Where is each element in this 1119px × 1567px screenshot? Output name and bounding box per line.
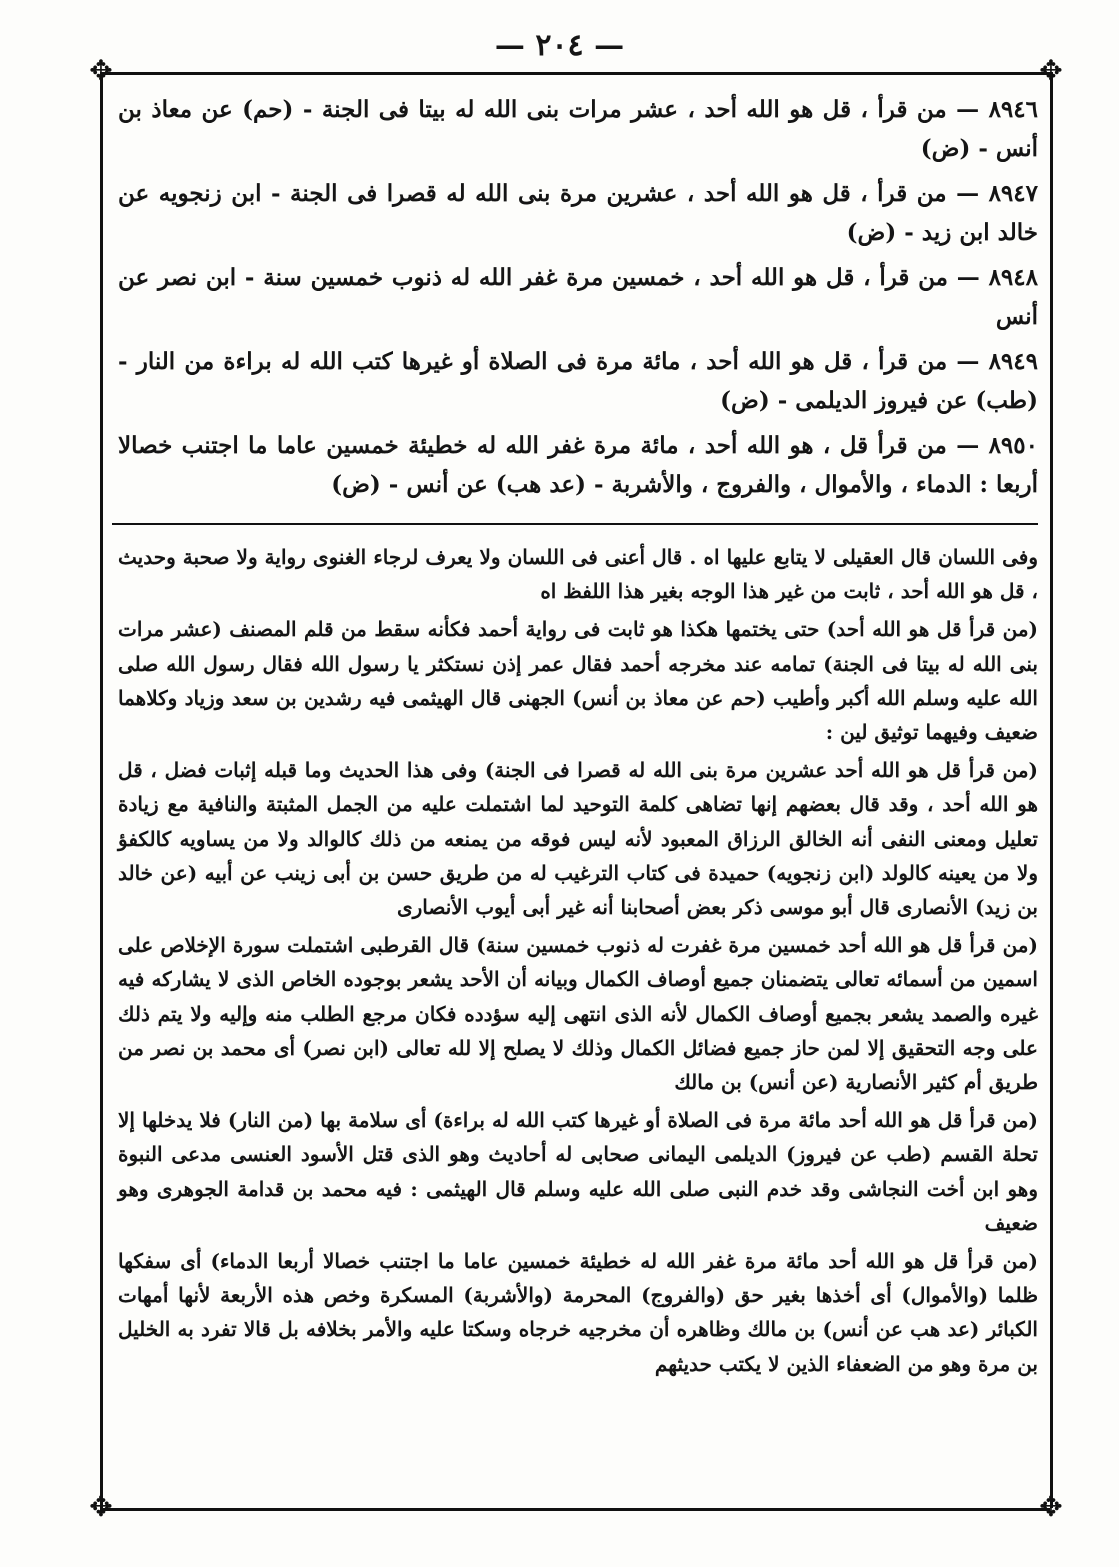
frame-top-border [100,72,1050,75]
commentary-paragraph: (من قرأ قل هو الله أحد مائة مرة فى الصلاة أو غيرها كتب الله له براءة) أى سلامة بها (من النار) فلا يدخلها إلا تحلة القسم (طب عن فيروز) الديلمى اليمانى صحابى له أحاديث وهو الذى قتل الأسود العنسى مدعى النبوة وهو ابن أخت النجاشى وقد خدم النبى صلى الله عليه وسلم قال الهيثمى : فيه محمد بن قدامة الجوهرى وهو ضعيف [118,1108,1038,1235]
corner-ornament-icon: ✥ [89,1490,113,1523]
commentary-paragraph: وفى اللسان قال العقيلى لا يتابع عليها اه . قال أعنى فى اللسان ولا يعرف لرجاء الغنوى رواية ولا صحبة وحديث ، قل هو الله أحد ، ثابت من غير هذا الوجه بغير هذا اللفظ اه [118,545,1038,604]
commentary-paragraph: (من قرأ قل هو الله أحد) حتى يختمها هكذا هو ثابت فى رواية أحمد فكأنه سقط من قلم المصنف (عشر مرات بنى الله له بيتا فى الجنة) تمامه عند مخرجه أحمد فقال عمر إذن نستكثر يا رسول الله فقال رسول الله صلى الله عليه وسلم الله أكبر وأطيب (حم عن معاذ بن أنس) الجهنى قال الهيثمى فيه رشدين بن سعد وزياد وكلاهما ضعيف وفيهما توثيق لين : [118,617,1038,745]
hadith-list [118,90,1038,504]
commentary-paragraph: (من قرأ قل هو الله أحد مائة مرة غفر الله له خطيئة خمسين عاما ما اجتنب خصالا أربعا الدماء) أى سفكها ظلما (والأموال) أى أخذها بغير حق (والفروج) المحرمة (والأشربة) المسكرة وخص هذه الأربعة لأنها أمهات الكبائر (عد هب عن أنس) بن مالك وظاهره أن مخرجيه خرجاه وسكتا عليه والأمر بخلافه بل قالا تفرد به الخليل بن مرة وهو من الضعفاء الذين لا يكتب حديثهم [118,1249,1038,1376]
hadith-entry: ٨٩٤٧ — من قرأ ، قل هو الله أحد ، عشرين مرة بنى الله له قصرا فى الجنة - ابن زنجويه عن خالد ابن زيد - (ض) [118,180,1038,246]
frame-right-border [1050,72,1053,1508]
page-number: — ٢٠٤ — [494,28,625,63]
frame-bottom-border [100,1508,1050,1511]
hadith-entry: ٨٩٤٨ — من قرأ ، قل هو الله أحد ، خمسين مرة غفر الله له ذنوب خمسين سنة - ابن نصر عن أنس [118,264,1038,330]
frame-left-border [100,72,103,1508]
hadith-entry: ٨٩٥٠ — من قرأ قل ، هو الله أحد ، مائة مرة غفر الله له خطيئة خمسين عاما ما اجتنب خصالا أربعا : الدماء ، والأموال ، والفروج ، والأشربة - (عد هب) عن أنس - (ض) [118,432,1038,498]
section-divider [112,523,1038,525]
corner-ornament-icon: ✥ [89,54,113,87]
hadith-entry: ٨٩٤٩ — من قرأ ، قل هو الله أحد ، مائة مرة فى الصلاة أو غيرها كتب الله له براءة من النار - (طب) عن فيروز الديلمى - (ض) [118,348,1038,414]
commentary-paragraph: (من قرأ قل هو الله أحد خمسين مرة غفرت له ذنوب خمسين سنة) قال القرطبى اشتملت سورة الإخلاص على اسمين من أسمائه تعالى يتضمنان جميع أوصاف الكمال وبيانه أن الأحد يشعر بوجوده الخاص الذى لا يشاركه فيه غيره والصمد يشعر بجميع أوصاف الكمال لأنه الذى انتهى إليه سؤدده فكان مرجع الطلب منه وإليه ولا يتم ذلك على وجه التحقيق إلا لمن حاز جميع فضائل الكمال وذلك لا يصلح إلا لله تعالى (ابن نصر) أى محمد بن نصر من طريق أم كثير الأنصارية (عن أنس) بن مالك [118,933,1038,1095]
corner-ornament-icon: ✥ [1039,1490,1063,1523]
corner-ornament-icon: ✥ [1039,54,1063,87]
commentary-section [118,540,1038,1381]
hadith-entry: ٨٩٤٦ — من قرأ ، قل هو الله أحد ، عشر مرات بنى الله له بيتا فى الجنة - (حم) عن معاذ بن أنس - (ض) [118,96,1038,162]
commentary-paragraph: (من قرأ قل هو الله أحد عشرين مرة بنى الله له قصرا فى الجنة) وفى هذا الحديث وما قبله إثبات فضل ، قل هو الله أحد ، وقد قال بعضهم إنها تضاهى كلمة التوحيد لما اشتملت عليه من الجمل المثبتة والنافية مع زيادة تعليل ومعنى النفى أنه الخالق الرزاق المعبود لأنه ليس فوقه من يمنعه من ذلك كالوالد ولا من يساويه كالكفؤ ولا من يعينه كالولد (ابن زنجويه) حميدة فى كتاب الترغيب له من طريق حسن بن أبى زينب عن أبيه (عن خالد بن زيد) الأنصارى قال أبو موسى ذكر بعض أصحابنا أنه غير أبى أيوب الأنصارى [118,758,1039,920]
